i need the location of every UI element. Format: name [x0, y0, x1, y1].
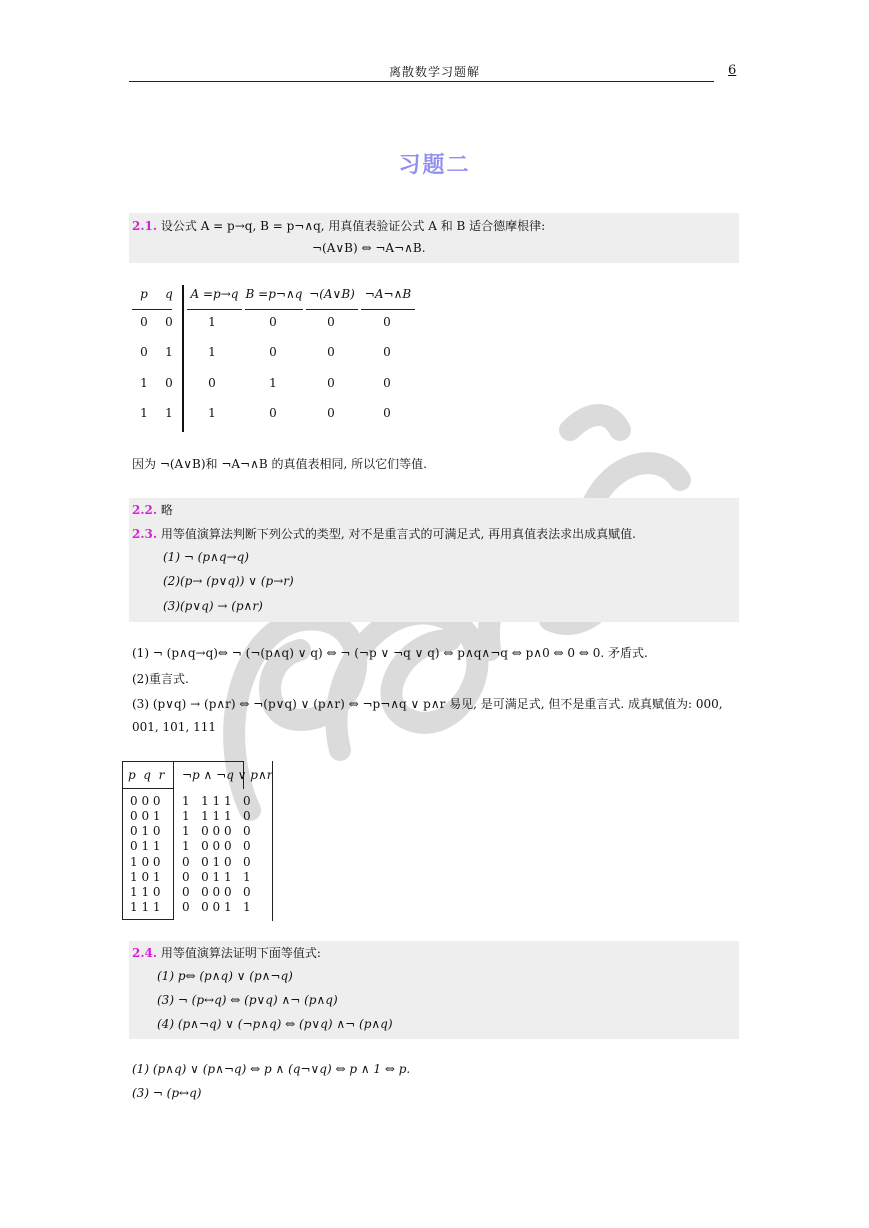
answer-line: (3) (p∨q) → (p∧r) ⇔ ¬(p∨q) ∨ (p∧r) ⇔ ¬p¬∧q ∨ p∧r 易见, 是可满足式, 但不是重言式. 成真赋值为: 000,: [132, 697, 723, 711]
table-header: p q r: [128, 768, 165, 782]
table-cell: 0 0 1 1 1: [182, 870, 251, 884]
table-cell: 1 0 1: [130, 870, 161, 884]
table-cell: 0: [269, 406, 277, 420]
table-header: ¬(A∨B): [309, 287, 355, 301]
exercise-2-4-box: [129, 941, 739, 1039]
exercise-2-1-box: [129, 213, 739, 263]
table-cell: 1: [165, 406, 173, 420]
exercise-number: 2.1.: [132, 219, 158, 233]
table-cell: 1 1 1: [130, 900, 161, 914]
table-header: p: [140, 287, 148, 301]
table-header: ¬p ∧ ¬q ∨ p∧r: [182, 768, 273, 782]
table-cell: 0 0 1: [130, 809, 161, 823]
table-cell: 0: [208, 376, 216, 390]
table-cell: 1: [208, 406, 216, 420]
header-underline: [132, 309, 172, 310]
table-cell: 0: [140, 345, 148, 359]
table-cell: 1: [140, 406, 148, 420]
table-cell: 1 0 0 0 0: [182, 839, 251, 853]
exercise-item: (4) (p∧¬q) ∨ (¬p∧q) ⇔ (p∨q) ∧¬ (p∧q): [157, 1017, 393, 1031]
table-header: A =p→q: [190, 287, 239, 301]
table-cell: 0 0 1 0 0: [182, 855, 251, 869]
exercise-text: 略: [160, 503, 173, 517]
table-cell: 0: [165, 315, 173, 329]
exercise-number: 2.3.: [132, 527, 158, 541]
exercise-number: 2.4.: [132, 946, 158, 960]
exercise-text: 用等值演算法判断下列公式的类型, 对不是重言式的可满足式, 再用真值表法求出成真赋值.: [160, 527, 636, 541]
answer-line: 001, 101, 111: [132, 720, 216, 734]
header-underline: [187, 309, 242, 310]
table-header: B =p¬∧q: [245, 287, 303, 301]
table-header-line: [122, 788, 172, 789]
table-cell: 0: [383, 345, 391, 359]
exercise-number: 2.2.: [132, 503, 158, 517]
answer-line: (1) ¬ (p∧q→q)⇔ ¬ (¬(p∧q) ∨ q) ⇔ ¬ (¬p ∨ ¬q ∨ q) ⇔ p∧q∧¬q ⇔ p∧0 ⇔ 0 ⇔ 0. 矛盾式.: [132, 646, 648, 660]
table-cell: 1: [269, 376, 277, 390]
running-header-title: 离散数学习题解: [388, 65, 480, 79]
table-cell: 0: [383, 315, 391, 329]
table-cell: 0 0 0 1 1: [182, 900, 251, 914]
table-cell: 0 1 0: [130, 824, 161, 838]
exercise-2-2-2-3-box: [129, 498, 739, 622]
table-cell: 1: [208, 315, 216, 329]
table-cell: 0: [327, 315, 335, 329]
table-cell: 1: [208, 345, 216, 359]
page-number: 6: [728, 63, 737, 78]
table-header: q: [165, 287, 173, 301]
table-header: ¬A¬∧B: [364, 287, 412, 301]
table-cell: 1 1 1 1 0: [182, 809, 251, 823]
table-cell: 1 0 0: [130, 855, 161, 869]
exercise-item: (3)(p∨q) → (p∧r): [163, 599, 263, 613]
chapter-title: 习题二: [398, 152, 471, 178]
table-cell: 1: [165, 345, 173, 359]
answer-line: (1) (p∧q) ∨ (p∧¬q) ⇔ p ∧ (q¬∨q) ⇔ p ∧ 1 ⇔ p.: [132, 1062, 411, 1076]
answer-line: (3) ¬ (p↔q): [132, 1086, 202, 1100]
header-underline: [306, 309, 358, 310]
answer-line: (2)重言式.: [132, 672, 189, 686]
table-cell: 1 1 1 1 0: [182, 794, 251, 808]
table-cell: 0: [327, 406, 335, 420]
exercise-text: 用等值演算法证明下面等值式:: [160, 946, 321, 960]
header-underline: [361, 309, 415, 310]
table-cell: 0: [269, 315, 277, 329]
table-cell: 0: [165, 376, 173, 390]
header-rule: [129, 81, 714, 82]
exercise-formula: ¬(A∨B) ⇔ ¬A¬∧B.: [312, 241, 426, 255]
table-cell: 0: [327, 376, 335, 390]
conclusion-text: 因为 ¬(A∨B)和 ¬A¬∧B 的真值表相同, 所以它们等值.: [132, 457, 427, 471]
exercise-item: (1) ¬ (p∧q→q): [163, 550, 249, 564]
header-underline: [245, 309, 303, 310]
table-cell: 1: [140, 376, 148, 390]
table-divider: [182, 285, 184, 432]
table-cell: 1 0 0 0 0: [182, 824, 251, 838]
table-cell: 0: [327, 345, 335, 359]
table-cell: 0 1 1: [130, 839, 161, 853]
table-cell: 0 0 0: [130, 794, 161, 808]
table-cell: 1 1 0: [130, 885, 161, 899]
table-cell: 0: [383, 376, 391, 390]
table-cell: 0 0 0 0 0: [182, 885, 251, 899]
table-cell: 0: [269, 345, 277, 359]
exercise-item: (2)(p→ (p∨q)) ∨ (p→r): [163, 574, 294, 588]
exercise-item: (1) p⇔ (p∧q) ∨ (p∧¬q): [157, 969, 293, 983]
exercise-item: (3) ¬ (p↔q) ⇔ (p∨q) ∧¬ (p∧q): [157, 993, 338, 1007]
table-cell: 0: [140, 315, 148, 329]
table-cell: 0: [383, 406, 391, 420]
exercise-text: 设公式 A = p→q, B = p¬∧q, 用真值表验证公式 A 和 B 适合德摩根律:: [160, 219, 546, 233]
table-right-rule: [272, 761, 273, 921]
